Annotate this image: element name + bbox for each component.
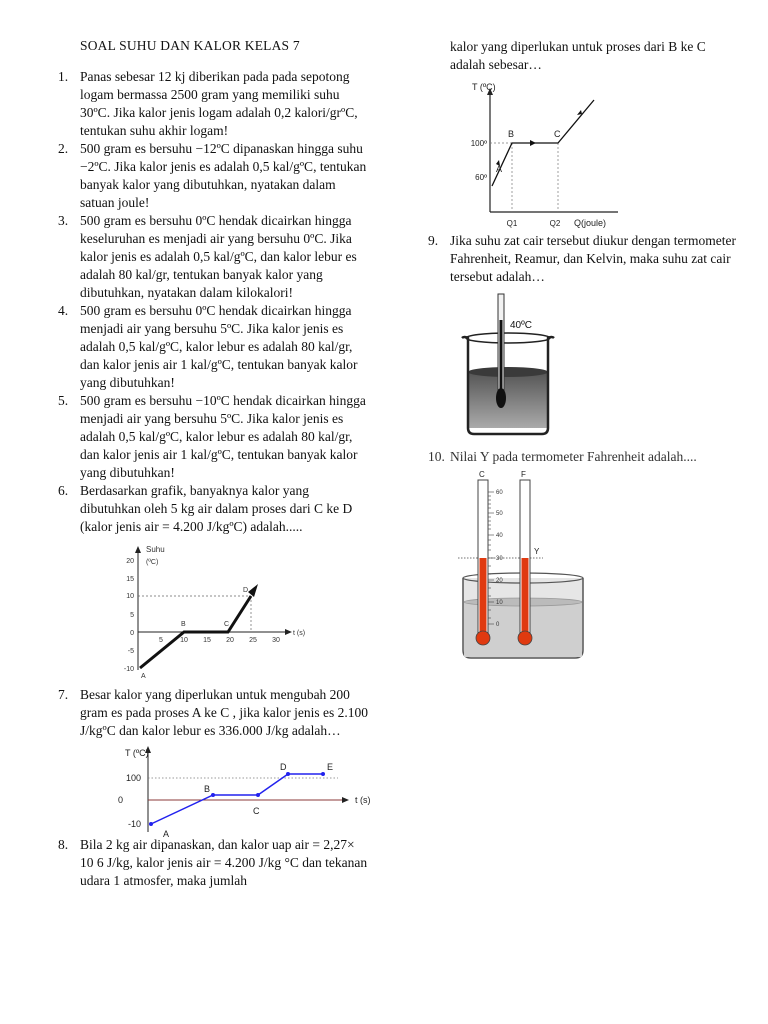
question-number: 1. [58,69,69,84]
y-tick: 5 [130,612,134,619]
point-label: B [508,129,515,139]
celsius-label: C [479,470,485,479]
question-text: Panas sebesar 12 kj diberikan pada pada sepotong logam bermassa 2500 gram yang memiliki suhu 30ºC. Jika kalor jenis logam adalah 0,2 kalori/grºC, tentukan suhu akhir logam! [80,69,358,138]
graph-line [151,774,323,824]
question-number: 10. [428,449,445,464]
y-tick: -10 [127,819,141,829]
thermometer-label: 40ºC [510,320,532,331]
y-tick: 60º [475,173,487,182]
question-3 [58,212,370,302]
graph-q8 [456,80,636,230]
question-number: 4. [58,303,69,318]
y-tick: 0 [130,630,134,637]
x-axis-label: t (s) [355,795,371,805]
graph-q6 [88,542,306,682]
question-6 [58,482,370,536]
x-axis-label: Q(joule) [574,218,607,228]
question-8 [58,836,370,890]
x-tick: 30 [272,637,280,644]
scale-tick: 20 [496,578,503,584]
x-tick: Q2 [549,219,561,228]
question-text: Berdasarkan grafik, banyaknya kalor yang dibutuhkan oleh 5 kg air dalam proses dari C ke D (kalor jenis air = 4.200 J/kgºC) adalah..... [80,483,353,534]
point-label: E [327,762,334,772]
point-label: A [163,829,170,839]
question-text: 500 gram es bersuhu 0ºC hendak dicairkan hingga keseluruhan es menjadi air yang bersuhu 0ºC. Jika kalor jenis es adalah 0,5 kal/gºC, dan kalor lebur es adalah 80 kal/gr, tentukan banyak kalor yang dibutuhkan, nyatakan dalam kilokalori! [80,213,357,300]
point-label: D [280,762,287,772]
question-4 [58,302,370,392]
question-5 [58,392,370,482]
scale-tick: 30 [496,556,503,562]
question-number: 6. [58,483,69,498]
question-text: kalor yang diperlukan untuk proses dari B ke C adalah sebesar… [450,39,706,72]
question-text: Bila 2 kg air dipanaskan, dan kalor uap air = 2,27× 10 6 J/kg, kalor jenis air = 4.200 J/kg °C dan tekanan udara 1 atmosfer, maka jumlah [80,837,368,888]
y-tick: 100 [125,773,141,783]
y-tick: 0 [117,795,123,805]
question-9 [428,232,740,286]
question-text: 500 gram es bersuhu −12ºC dipanaskan hingga suhu −2ºC. Jika kalor jenis es adalah 0,5 kal/gºC, tentukan banyak kalor yang dibutuhkan, nyatakan dalam satuan joule! [80,141,367,210]
question-text: Nilai Y pada termometer Fahrenheit adalah.... [450,449,697,464]
y-axis-label: Suhu [146,545,165,554]
question-text: Jika suhu zat cair tersebut diukur dengan termometer Fahrenheit, Reamur, dan Kelvin, maka suhu zat cair tersebut adalah… [450,233,737,284]
y-tick: 20 [126,558,134,565]
question-number: 7. [58,687,69,702]
y-axis-label: T (ºC) [125,748,149,758]
point-label: A [496,164,503,174]
y-axis-unit: (ºC) [146,559,159,566]
question-2 [58,140,370,212]
x-tick: Q1 [506,219,518,228]
question-7 [58,686,370,740]
y-tick: -10 [123,666,134,673]
x-tick: 10 [180,637,188,644]
y-axis-label: T (ºC) [472,82,496,92]
point-label: D [243,587,249,594]
left-column [58,68,370,890]
beaker-thermometer [456,292,566,442]
scale-tick: 40 [496,533,503,539]
point-label: B [181,621,186,628]
x-axis-label: t (s) [293,630,306,637]
y-tick: 100º [470,139,487,148]
point-label: A [141,673,146,680]
question-number: 3. [58,213,69,228]
point-label: C [224,621,230,628]
unknown-y-label: Y [534,547,540,556]
question-number: 9. [428,233,439,248]
right-column [428,38,740,670]
question-number: 5. [58,393,69,408]
point-label: C [554,129,561,139]
question-text: 500 gram es bersuhu 0ºC hendak dicairkan hingga menjadi air yang bersuhu 5ºC. Jika kalor jenis es adalah 0,5 kal/gºC, kalor lebur es adalah 80 kal/gr, dan kalor jenis air 1 kal/gºC, tentukan banyak kalor yang dibutuhkan! [80,303,358,390]
question-10 [428,448,740,466]
question-number: 8. [58,837,69,852]
y-tick: -5 [127,648,134,655]
question-text: Besar kalor yang diperlukan untuk mengubah 200 gram es pada proses A ke C , jika kalor jenis es 2.100 J/kgºC dan kalor lebur es 336.000 J/kg adalah… [80,687,368,738]
fahrenheit-label: F [521,470,526,479]
x-tick: 20 [226,637,234,644]
y-tick: 10 [126,593,134,600]
x-tick: 15 [203,637,211,644]
scale-tick: 60 [496,490,503,496]
scale-tick: 50 [496,511,503,517]
scale-tick: 0 [496,622,500,628]
question-number: 2. [58,141,69,156]
point-label: C [253,806,260,816]
point-label: B [204,784,211,794]
x-tick: 25 [249,637,257,644]
y-tick: 15 [126,576,134,583]
graph-q7 [83,742,383,842]
question-text: 500 gram es bersuhu −10ºC hendak dicairkan hingga menjadi air yang bersuhu 5ºC. Jika kalor jenis es adalah 0,5 kal/gºC, kalor lebur es adalah 80 kal/gr, dan kalor jenis air 1 kal/gºC, tentukan banyak kalor yang dibutuhkan! [80,393,366,480]
scale-tick: 10 [496,600,503,606]
x-tick: 5 [159,637,163,644]
page-title: SOAL SUHU DAN KALOR KELAS 7 [80,38,300,53]
thermometers-c-f [458,470,588,670]
question-8-continued [428,38,740,74]
question-1 [58,68,370,140]
